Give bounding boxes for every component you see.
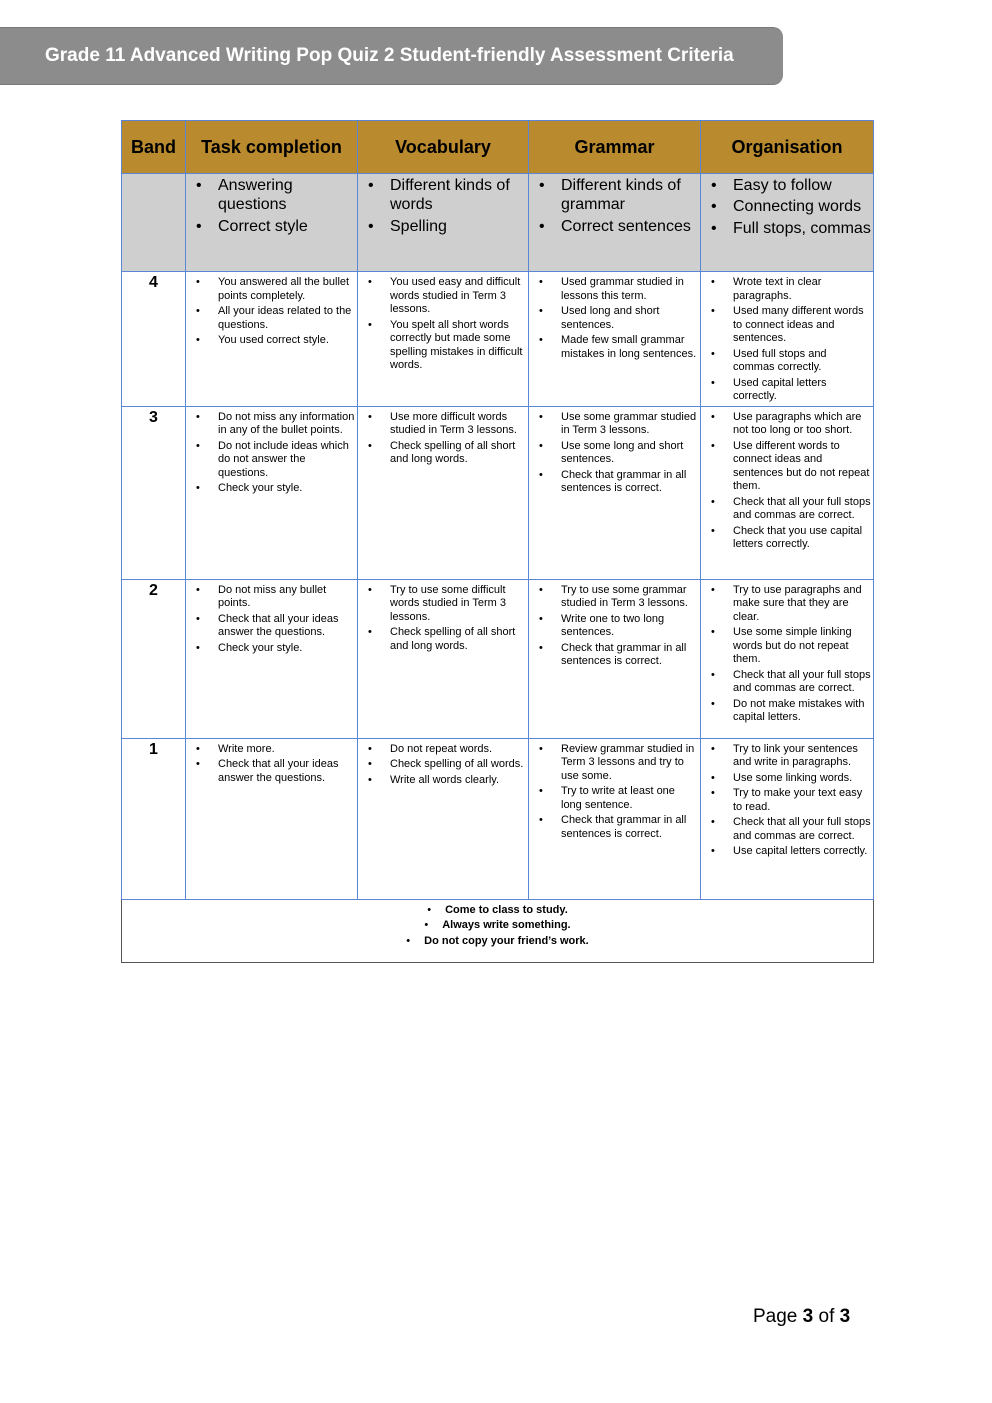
- descriptor-item: • Used grammar studied in lessons this term.: [529, 276, 698, 303]
- descriptor-item: • Do not miss any information in any of the bullet points.: [186, 411, 355, 438]
- descriptor-item: • Use capital letters correctly.: [701, 845, 871, 859]
- descriptor-item: • Write all words clearly.: [358, 774, 526, 788]
- descriptor-item: • You used easy and difficult words studied in Term 3 lessons.: [358, 276, 526, 317]
- descriptor-list: [529, 739, 700, 842]
- descriptor-cell: [529, 738, 701, 899]
- band-row: [122, 406, 874, 579]
- descriptor-item: • Check spelling of all words.: [358, 758, 526, 772]
- criteria-cell: [701, 174, 874, 272]
- descriptor-list: [529, 580, 700, 669]
- descriptor-item: • Used many different words to connect ideas and sentences.: [701, 305, 871, 346]
- descriptor-list: [701, 580, 873, 725]
- descriptor-item: • Check that you use capital letters correctly.: [701, 525, 871, 552]
- descriptor-item: • Check that grammar in all sentences is correct.: [529, 642, 698, 669]
- descriptor-list: [186, 407, 357, 496]
- descriptor-item: • Check spelling of all short and long words.: [358, 440, 526, 467]
- descriptor-cell: [186, 738, 358, 899]
- descriptor-item: • All your ideas related to the questions.: [186, 305, 355, 332]
- descriptor-cell: [701, 406, 874, 579]
- header-row: [122, 121, 874, 174]
- descriptor-item: • Do not make mistakes with capital letters.: [701, 698, 871, 725]
- band-number: 1: [122, 738, 186, 899]
- descriptor-item: • Use some linking words.: [701, 772, 871, 786]
- descriptor-list: [358, 272, 528, 373]
- criteria-row: [122, 174, 874, 272]
- criteria-cell: [529, 174, 701, 272]
- descriptor-list: [701, 272, 873, 404]
- descriptor-item: • Write more.: [186, 743, 355, 757]
- descriptor-item: • You spelt all short words correctly but made some spelling mistakes in difficult words.: [358, 319, 526, 373]
- descriptor-cell: [186, 272, 358, 407]
- descriptor-item: • Do not include ideas which do not answer the questions.: [186, 440, 355, 481]
- criteria-item: • Easy to follow: [701, 176, 871, 195]
- column-header: Organisation: [701, 121, 874, 174]
- descriptor-item: • Use some grammar studied in Term 3 lessons.: [529, 411, 698, 438]
- descriptor-item: • Check that all your ideas answer the questions.: [186, 613, 355, 640]
- criteria-cell: [186, 174, 358, 272]
- descriptor-item: • You answered all the bullet points completely.: [186, 276, 355, 303]
- descriptor-list: [186, 272, 357, 348]
- descriptor-cell: [701, 272, 874, 407]
- criteria-empty-cell: [122, 174, 186, 272]
- page-current: 3: [802, 1306, 814, 1327]
- descriptor-item: • Check that grammar in all sentences is correct.: [529, 814, 698, 841]
- criteria-item: • Correct sentences: [529, 217, 698, 236]
- title-banner: [0, 27, 783, 85]
- descriptor-cell: [358, 579, 529, 738]
- descriptor-cell: [701, 579, 874, 738]
- descriptor-cell: [358, 738, 529, 899]
- descriptor-cell: [701, 738, 874, 899]
- page-number: [753, 1306, 850, 1328]
- descriptor-list: [358, 580, 528, 654]
- descriptor-item: • You used correct style.: [186, 334, 355, 348]
- band-number: 2: [122, 579, 186, 738]
- descriptor-item: • Use paragraphs which are not too long or too short.: [701, 411, 871, 438]
- descriptor-item: • Do not repeat words.: [358, 743, 526, 757]
- assessment-rubric-table: [121, 120, 874, 963]
- column-header: Grammar: [529, 121, 701, 174]
- descriptor-item: • Use some simple linking words but do not repeat them.: [701, 626, 871, 667]
- descriptor-item: • Check that grammar in all sentences is correct.: [529, 469, 698, 496]
- descriptor-cell: [358, 406, 529, 579]
- page-title: Grade 11 Advanced Writing Pop Quiz 2 Student-friendly Assessment Criteria: [45, 45, 734, 66]
- descriptor-list: [358, 739, 528, 788]
- descriptor-item: • Use more difficult words studied in Term 3 lessons.: [358, 411, 526, 438]
- descriptor-list: [701, 739, 873, 859]
- descriptor-cell: [358, 272, 529, 407]
- band-number: 4: [122, 272, 186, 407]
- descriptor-item: • Try to use paragraphs and make sure that they are clear.: [701, 584, 871, 625]
- column-header: Task completion: [186, 121, 358, 174]
- descriptor-item: • Made few small grammar mistakes in long sentences.: [529, 334, 698, 361]
- descriptor-item: • Check that all your full stops and commas are correct.: [701, 496, 871, 523]
- footer-row: [122, 899, 874, 962]
- criteria-item: • Spelling: [358, 217, 526, 236]
- descriptor-item: • Check that all your ideas answer the questions.: [186, 758, 355, 785]
- criteria-list: [701, 174, 873, 238]
- descriptor-item: • Try to use some grammar studied in Term 3 lessons.: [529, 584, 698, 611]
- page-label: Page: [753, 1306, 798, 1327]
- criteria-item: • Connecting words: [701, 197, 871, 216]
- descriptor-list: [186, 739, 357, 786]
- descriptor-item: • Try to link your sentences and write in paragraphs.: [701, 743, 871, 770]
- descriptor-item: • Check your style.: [186, 482, 355, 496]
- descriptor-item: • Use some long and short sentences.: [529, 440, 698, 467]
- descriptor-list: [529, 272, 700, 361]
- criteria-item: • Correct style: [186, 217, 355, 236]
- descriptor-item: • Check spelling of all short and long words.: [358, 626, 526, 653]
- band-row: [122, 579, 874, 738]
- column-header: Vocabulary: [358, 121, 529, 174]
- criteria-item: • Different kinds of words: [358, 176, 526, 215]
- band-number: 3: [122, 406, 186, 579]
- band-row: [122, 738, 874, 899]
- column-header: Band: [122, 121, 186, 174]
- descriptor-cell: [186, 579, 358, 738]
- descriptor-list: [701, 407, 873, 552]
- criteria-list: [186, 174, 357, 236]
- descriptor-item: • Check that all your full stops and commas are correct.: [701, 669, 871, 696]
- footer-tip: • Come to class to study.: [122, 903, 873, 919]
- criteria-list: [529, 174, 700, 236]
- criteria-list: [358, 174, 528, 236]
- criteria-item: • Full stops, commas: [701, 219, 871, 238]
- band-row: [122, 272, 874, 407]
- page-total: 3: [839, 1306, 851, 1327]
- footer-cell: [122, 899, 874, 962]
- criteria-item: • Answering questions: [186, 176, 355, 215]
- criteria-item: • Different kinds of grammar: [529, 176, 698, 215]
- descriptor-item: • Try to write at least one long sentence.: [529, 785, 698, 812]
- descriptor-list: [529, 407, 700, 496]
- descriptor-item: • Do not miss any bullet points.: [186, 584, 355, 611]
- descriptor-item: • Check your style.: [186, 642, 355, 656]
- descriptor-item: • Try to make your text easy to read.: [701, 787, 871, 814]
- descriptor-item: • Used long and short sentences.: [529, 305, 698, 332]
- descriptor-item: • Check that all your full stops and commas are correct.: [701, 816, 871, 843]
- footer-tip: • Do not copy your friend’s work.: [122, 934, 873, 950]
- descriptor-item: • Try to use some difficult words studied in Term 3 lessons.: [358, 584, 526, 625]
- descriptor-cell: [529, 579, 701, 738]
- descriptor-item: • Wrote text in clear paragraphs.: [701, 276, 871, 303]
- footer-tip: • Always write something.: [122, 918, 873, 934]
- descriptor-item: • Write one to two long sentences.: [529, 613, 698, 640]
- descriptor-item: • Review grammar studied in Term 3 lessons and try to use some.: [529, 743, 698, 784]
- descriptor-cell: [529, 272, 701, 407]
- descriptor-list: [186, 580, 357, 656]
- page-of: of: [818, 1306, 835, 1327]
- descriptor-cell: [529, 406, 701, 579]
- descriptor-list: [358, 407, 528, 467]
- descriptor-item: • Used capital letters correctly.: [701, 377, 871, 404]
- criteria-cell: [358, 174, 529, 272]
- descriptor-cell: [186, 406, 358, 579]
- descriptor-item: • Use different words to connect ideas and sentences but do not repeat them.: [701, 440, 871, 494]
- descriptor-item: • Used full stops and commas correctly.: [701, 348, 871, 375]
